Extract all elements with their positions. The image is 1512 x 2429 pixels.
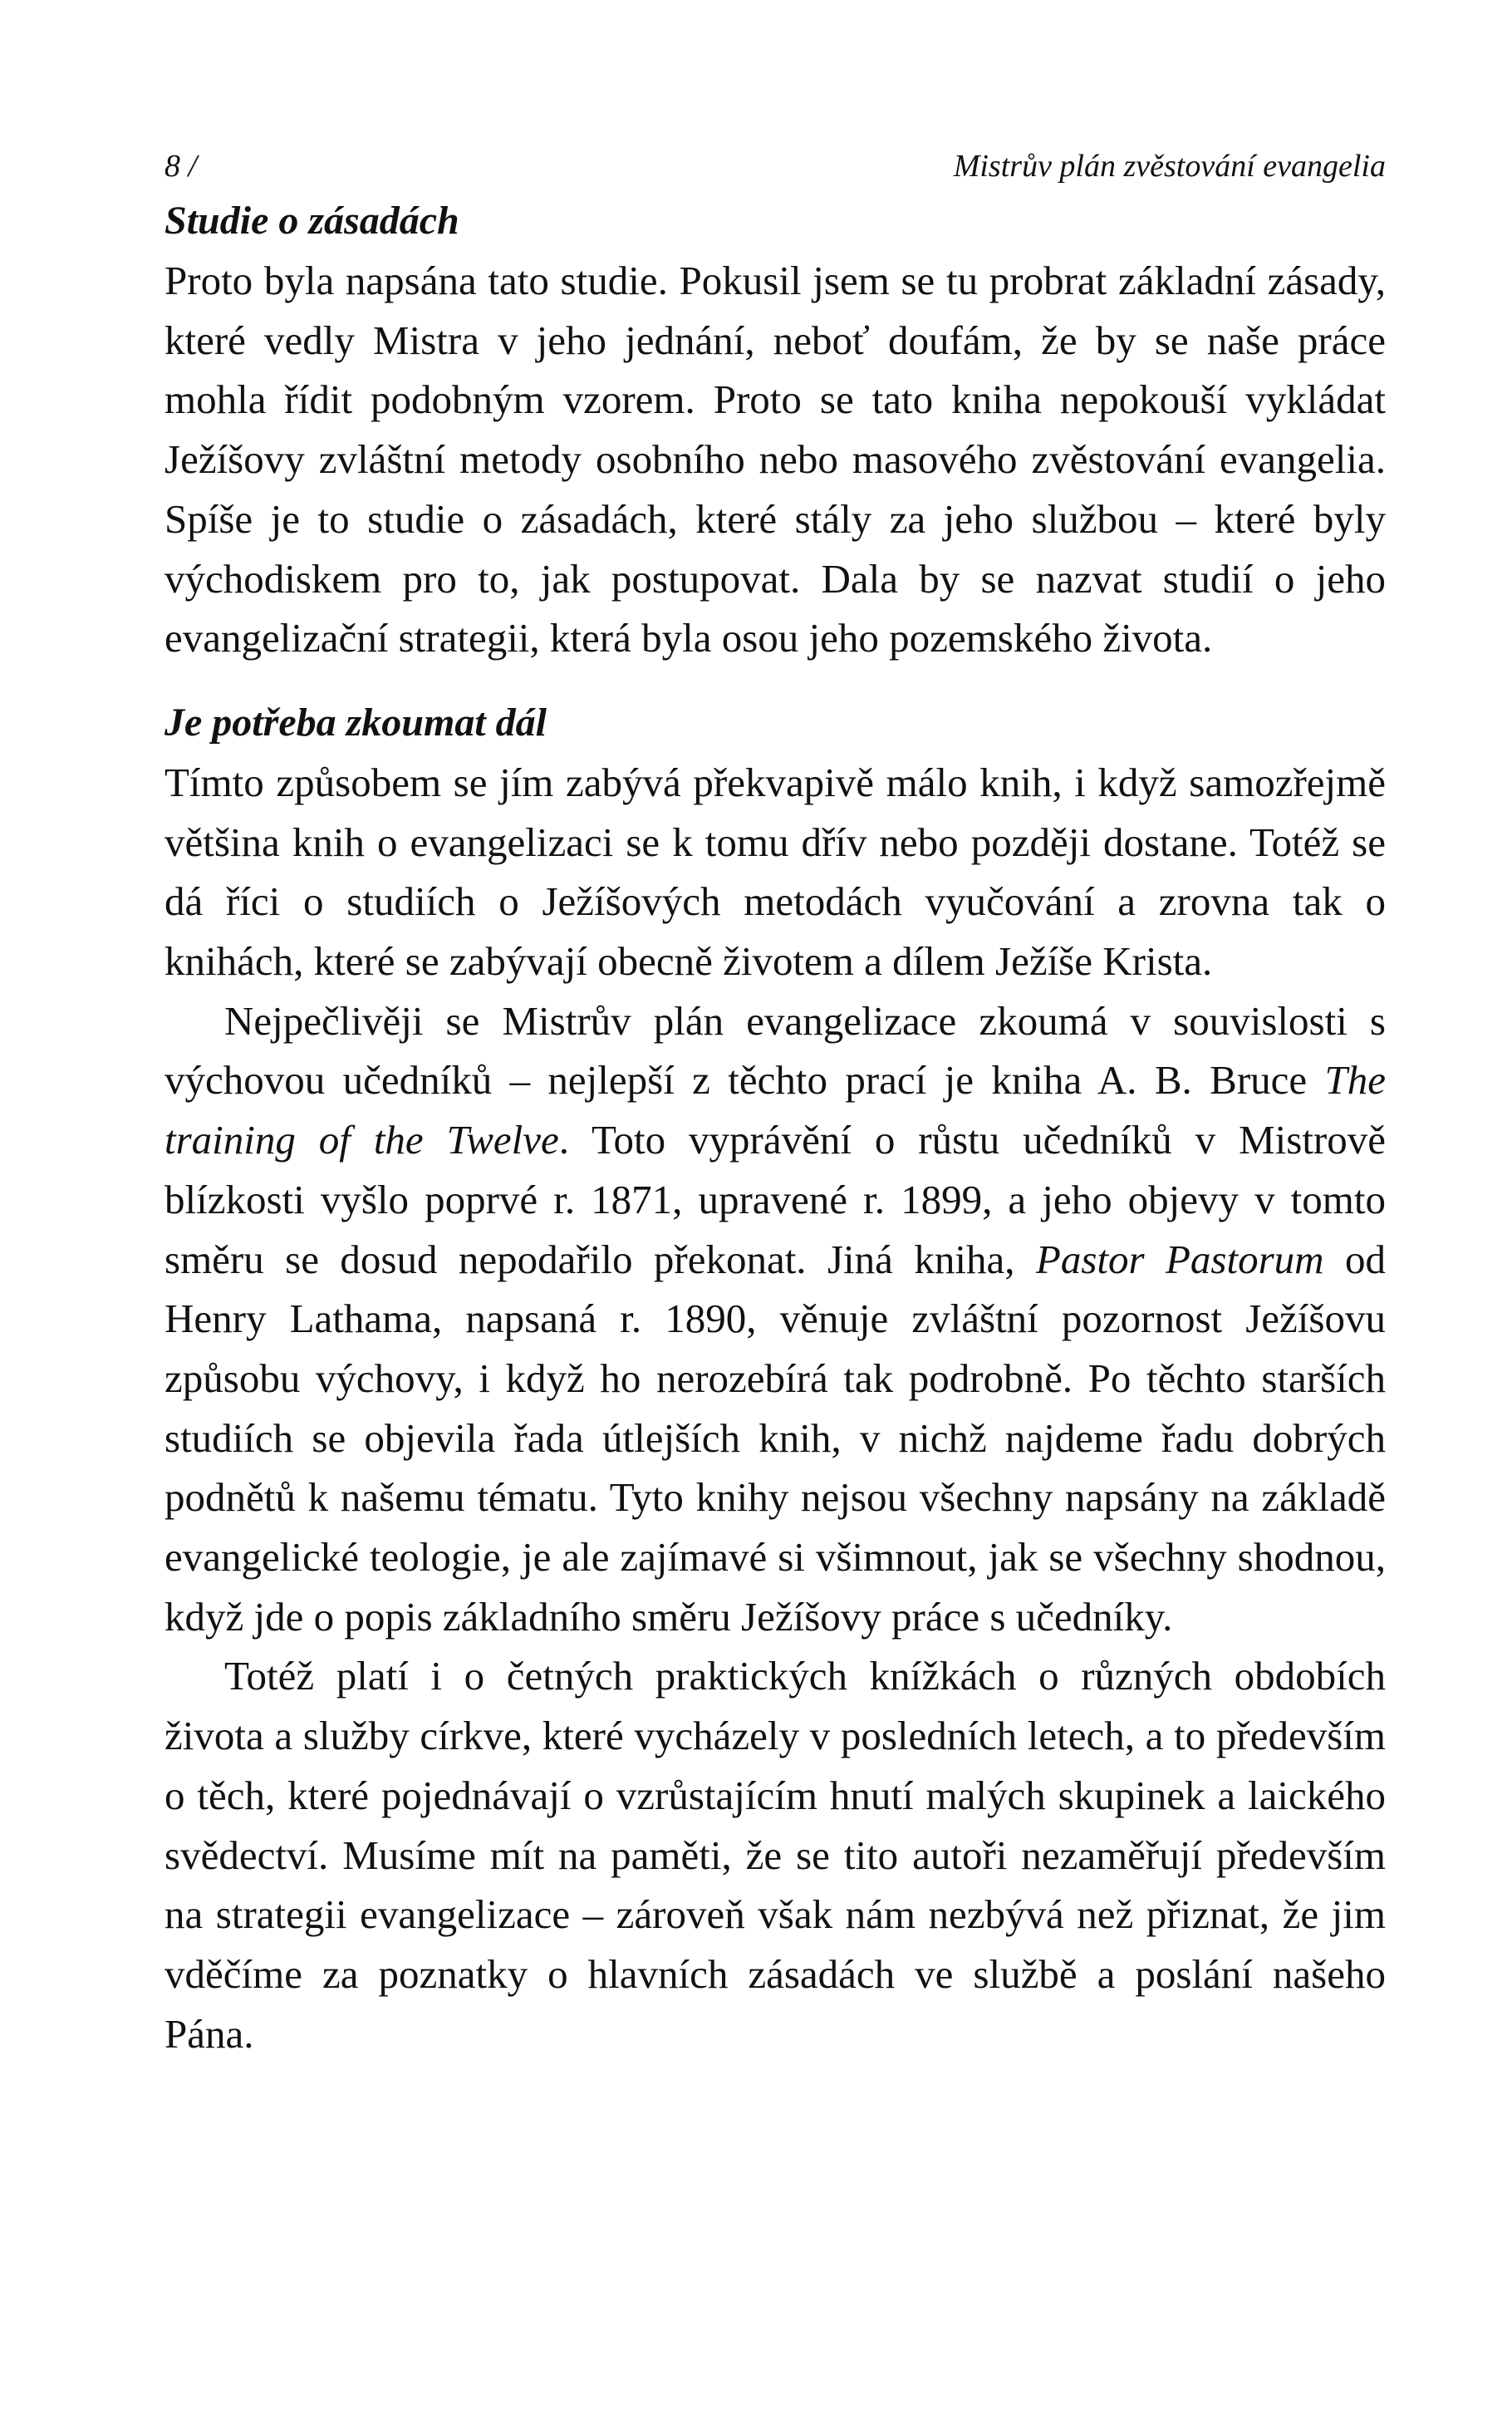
paragraph: Nejpečlivěji se Mistrův plán evangelizace zkoumá v souvislosti s výchovou učedníků – nejlepší z těchto prací je kniha A. B. Bruce The training of the Twelve. Toto vyprávění o růstu učedníků v Mistrově blízkosti vyšlo poprvé r. 1871, upravené r. 1899, a jeho objevy v tomto směru se dosud nepodařilo překonat. Jiná kniha, Pastor Pastorum od Henry Lathama, napsaná r. 1890, věnuje zvláštní pozornost Ježíšovu způsobu výchovy, i když ho nerozebírá tak podrobně. Po těchto starších studiích se objevila řada útlejších knih, v nichž najdeme řadu dobrých podnětů k našemu tématu. Tyto knihy nejsou všechny napsány na základě evangelické teologie, je ale zajímavé si všimnout, jak se všechny shodnou, když jde o popis základního směru Ježíšovy práce s učedníky. — [164, 997, 1387, 1640]
section-gap — [164, 668, 1386, 693]
paragraph: Proto byla napsána tato studie. Pokusil jsem se tu probrat základní zásady, které vedly Mistra v jeho jednání, neboť doufám, že by se naše práce mohla řídit podobným vzorem. Proto se tato kniha nepokouší vykládat Ježíšovy zvláštní metody osobního nebo masového zvěstování evangelia. Spíše je to studie o zásadách, které stály za jeho službou – které byly východiskem pro to, jak postupovat. Dala by se nazvat studií o jeho evangelizační strategii, která byla osou jeho pozemského života. — [164, 258, 1386, 661]
book-title: Pastor Pastorum — [1035, 1236, 1324, 1282]
running-title: Mistrův plán zvěstování evangelia — [953, 149, 1386, 184]
section-heading: Studie o zásadách — [164, 199, 459, 243]
paragraph: Tímto způsobem se jím zabývá překvapivě málo knih, i když samozřejmě většina knih o evangelizaci se k tomu dřív nebo později dostane. Totéž se dá říci o studiích o Ježíšových metodách vyučování a zrovna tak o knihách, které se zabývají obecně životem a dílem Ježíše Krista. — [164, 759, 1386, 985]
section-heading: Je potřeba zkoumat dál — [164, 700, 547, 745]
book-title: The training of the Twelve — [164, 1057, 1386, 1163]
paragraph: Totéž platí i o četných praktických knížkách o různých obdobích života a služby církve, které vycházely v posledních letech, a to především o těch, které pojednávají o vzrůstajícím hnutí malých skupinek a laického svědectví. Musíme mít na paměti, že se tito autoři nezaměřují především na strategii evangelizace – zároveň však nám nezbývá než přiznat, že jim vděčíme za poznatky o hlavních zásadách ve službě a poslání našeho Pána. — [164, 1653, 1386, 2057]
book-page — [164, 141, 1386, 2063]
running-head — [164, 141, 1386, 191]
page-number: 8 / — [164, 149, 198, 184]
